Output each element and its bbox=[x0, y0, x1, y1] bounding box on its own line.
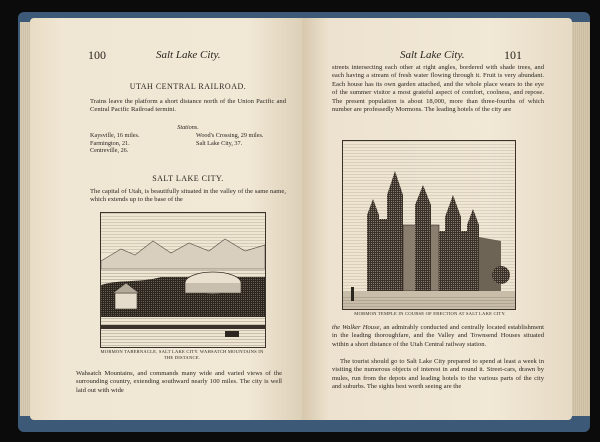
tabernacle-engraving bbox=[100, 212, 266, 348]
section-title-railroad: UTAH CENTRAL RAILROAD. bbox=[129, 82, 247, 91]
station-entry: Farmington, 21. bbox=[90, 139, 130, 147]
hotels-paragraph bbox=[332, 324, 544, 349]
temple-caption: MORMON TEMPLE IN COURSE OF ERECTION AT SALT LAKE CITY. bbox=[354, 311, 506, 316]
stations-list-right bbox=[196, 132, 292, 147]
temple-illustration bbox=[343, 141, 515, 309]
right-page bbox=[302, 18, 572, 420]
hotel-name: the Walker House bbox=[332, 324, 380, 331]
temple-engraving bbox=[342, 140, 516, 310]
streets-paragraph: streets intersecting each other at right angles, bordered with shade trees, and each having a stream of fresh water flowing through it. Fruit is very abundant. Each house has its own garden attached, and the whole place wears to the eye of the summer visitor a most grateful aspect of comfort, coolness, and repose. The present population is about 18,000, more than three-fourths of which number are professedly Mormons. The leading hotels of the city are bbox=[332, 64, 544, 114]
right-running-head: Salt Lake City. bbox=[400, 49, 465, 61]
city-paragraph: The capital of Utah, is beautifully situated in the valley of the same name, which extends up to the base of the bbox=[90, 188, 286, 204]
station-entry: Salt Lake City, 37. bbox=[196, 139, 243, 147]
left-running-head: Salt Lake City. bbox=[156, 49, 221, 61]
station-entry: Centreville, 26. bbox=[90, 147, 129, 155]
wahsatch-paragraph: Wahsatch Mountains, and commands many wide and varied views of the surrounding country, extending southward nearly 100 miles. The city is well laid out with wide bbox=[76, 370, 282, 394]
section-title-city: SALT LAKE CITY. bbox=[152, 174, 224, 183]
tabernacle-illustration bbox=[101, 213, 265, 347]
tabernacle-caption: MORMON TABERNACLE, SALT LAKE CITY. WAHSATCH MOUNTAINS IN THE DISTANCE. bbox=[100, 349, 264, 360]
stations-list-left bbox=[90, 132, 186, 155]
left-page-number: 100 bbox=[88, 48, 106, 62]
left-page bbox=[30, 18, 302, 420]
right-page-number: 101 bbox=[504, 48, 522, 62]
tourist-paragraph: The tourist should go to Salt Lake City prepared to spend at least a week in visiting the numerous objects of interest in and round it. Street-cars, drawn by mules, run from the depots and leading hotels to the various parts of the city and suburbs. The sights best worth seeing are the bbox=[332, 358, 544, 391]
station-entry: Wood's Crossing, 29 miles. bbox=[196, 132, 264, 139]
station-entry: Kaysville, 16 miles. bbox=[90, 132, 140, 139]
railroad-paragraph: Trains leave the platform a short distance north of the Union Pacific and Central Pacific Railroad termini. bbox=[90, 98, 286, 114]
stations-label: Stations. bbox=[177, 124, 199, 131]
right-page-stack bbox=[572, 22, 590, 416]
hotels-text: , an admirably conducted and centrally located establishment in the leading thoroughfare, and the Valley and Townsend Houses situated within a short distance of the Utah Central railway station. bbox=[332, 324, 544, 348]
